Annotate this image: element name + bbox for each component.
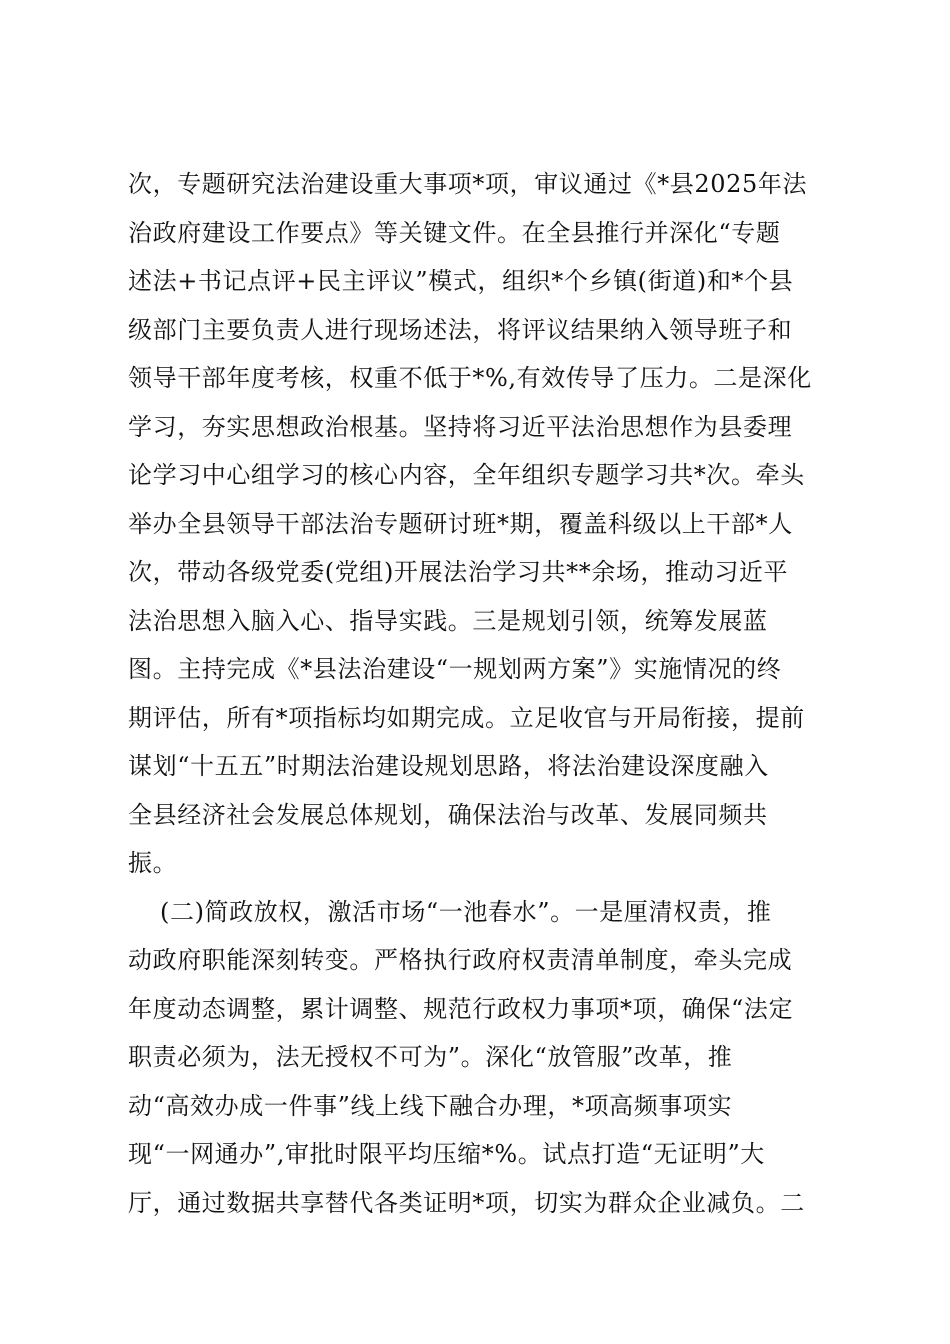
text-line: 厅，通过数据共享替代各类证明*项，切实为群众企业减负。二	[128, 1188, 805, 1217]
text-line: 期评估，所有*项指标均如期完成。立足收官与开局衔接，提前	[128, 703, 805, 732]
text-line: 次，带动各级党委(党组)开展法治学习共**余场，推动习近平	[128, 558, 789, 586]
text-line: 现“一网通办”,审批时限平均压缩*%。试点打造“无证明”大	[128, 1140, 765, 1168]
text-line: 年度动态调整，累计调整、规范行政权力事项*项，确保“法定	[128, 994, 794, 1023]
text-line: 述法+书记点评+民主评议”模式，组织*个乡镇(街道)和*个县	[128, 267, 794, 295]
text-line: 职责必须为，法无授权不可为”。深化“放管服”改革，推	[128, 1043, 733, 1071]
text-line: 治政府建设工作要点》等关键文件。在全县推行并深化“专题	[128, 218, 781, 247]
text-line: 次，专题研究法治建设重大事项*项，审议通过《*县2025年法	[128, 170, 808, 198]
body-text	[128, 160, 828, 1227]
text-line: 谋划“十五五”时期法治建设规划思路，将法治建设深度融入	[128, 752, 769, 780]
text-line: 领导干部年度考核，权重不低于*%,有效传导了压力。二是深化	[128, 364, 812, 392]
text-line: 动“高效办成一件事”线上线下融合办理，*项高频事项实	[128, 1091, 733, 1120]
text-line: 动政府职能深刻转变。严格执行政府权责清单制度，牵头完成	[128, 946, 793, 974]
text-line: 全县经济社会发展总体规划，确保法治与改革、发展同频共	[128, 800, 768, 829]
text-line: 学习，夯实思想政治根基。坚持将习近平法治思想作为县委理	[128, 412, 793, 441]
text-line: 图。主持完成《*县法治建设“一规划两方案”》实施情况的终	[128, 655, 782, 683]
section-heading-line: (二)简政放权，激活市场“一池春水”。一是厘清权责，推	[160, 897, 772, 926]
text-line: 举办全县领导干部法治专题研讨班*期，覆盖科级以上干部*人	[128, 509, 793, 538]
text-line: 振。	[128, 849, 178, 877]
text-line: 级部门主要负责人进行现场述法，将评议结果纳入领导班子和	[128, 315, 793, 344]
text-line: 论学习中心组学习的核心内容，全年组织专题学习共*次。牵头	[128, 461, 805, 489]
text-line: 法治思想入脑入心、指导实践。三是规划引领，统筹发展蓝	[128, 606, 768, 635]
